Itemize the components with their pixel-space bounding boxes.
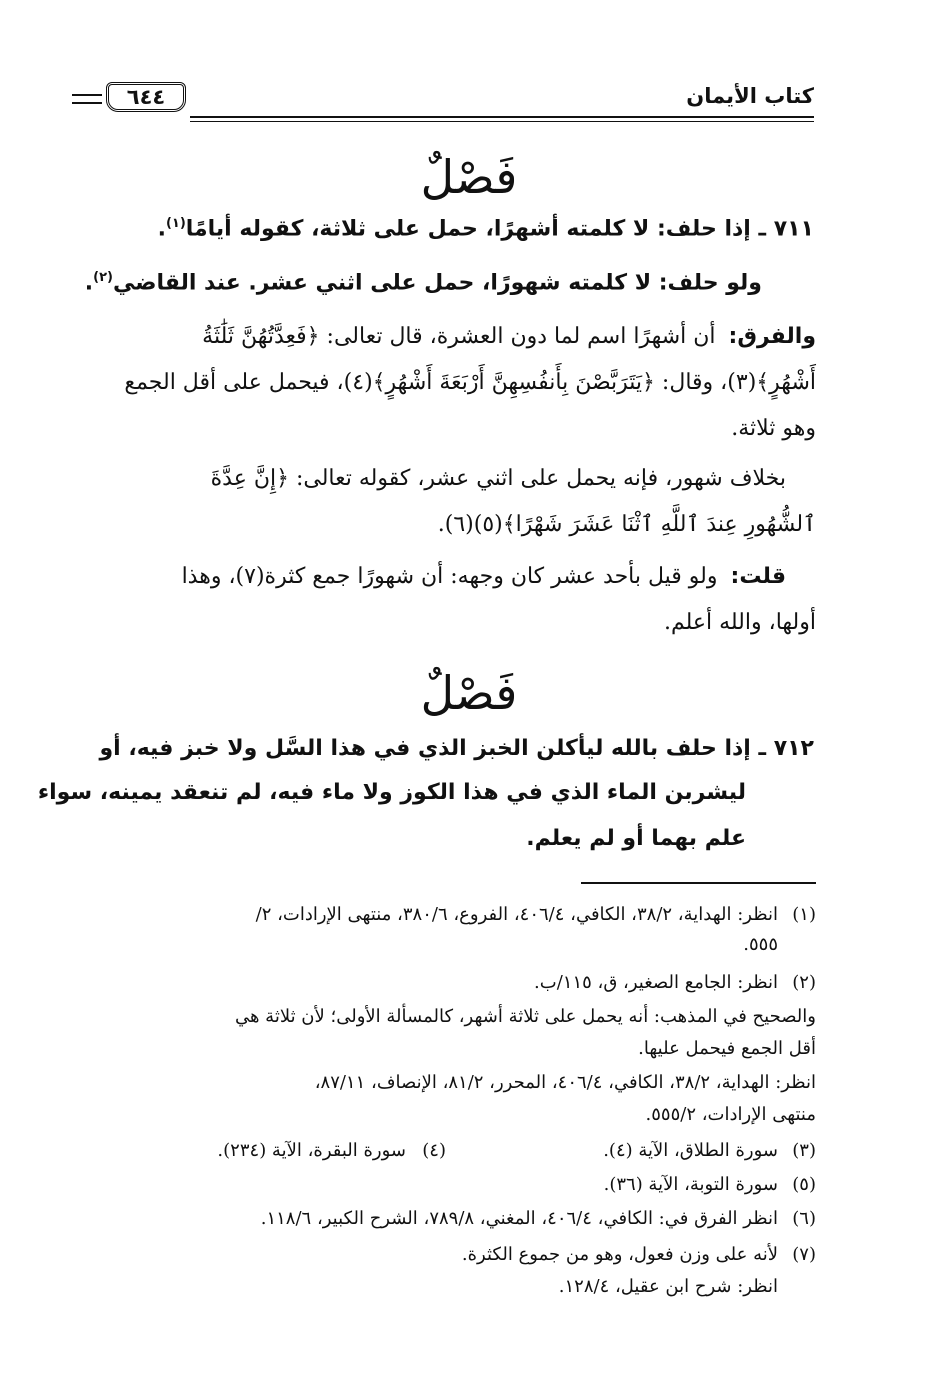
entry-712-line3: علم بهما أو لم يعلم. <box>526 826 746 851</box>
section-heading: فَصْلٌ <box>420 150 518 204</box>
footnote-line: سورة الطلاق، الآية (٤). <box>603 1140 778 1161</box>
footnote-line: انظر: الجامع الصغير، ق، ١١٥/ب. <box>534 972 778 993</box>
footnote-line: انظر الفرق في: الكافي، ٤٠٦/٤، المغني، ٧٨٩/٨، الشرح الكبير، ١١٨/٦. <box>260 1208 778 1229</box>
footnote-number: (٢) <box>792 972 816 993</box>
book-title: كتاب الأيمان <box>686 84 814 108</box>
running-header <box>72 82 814 126</box>
paragraph-line: بخلاف شهور، فإنه يحمل على اثني عشر، كقوله تعالى: ﴿إِنَّ عِدَّةَ <box>210 466 786 491</box>
paragraph-text: أن أشهرًا اسم لما دون العشرة، قال تعالى: ﴿فَعِدَّتُهُنَّ ثَلَٰثَةُ <box>202 324 716 349</box>
paragraph-line: ٱلشُّهُورِ عِندَ ٱللَّهِ ٱثْنَا عَشَرَ شَهْرًا﴾(٥)(٦). <box>437 512 816 537</box>
footnote-number: (٦) <box>792 1208 816 1229</box>
entry-712-line1 <box>99 736 814 761</box>
entry-text: إذا حلف بالله ليأكلن الخبز الذي في هذا السَّل ولا خبز فيه، أو <box>99 736 751 761</box>
footnote-number: (٧) <box>792 1244 816 1265</box>
page-number: ٦٤٤ <box>106 82 186 112</box>
paragraph-line <box>71 324 816 349</box>
page-number-frame <box>72 82 190 116</box>
entry-711-line2: ولو حلف: لا كلمته شهورًا، حمل على اثني عشر. عند القاضي$^{(٢)}$. <box>84 270 762 296</box>
entry-711-line1: ٧١١ ـ إذا حلف: لا كلمته أشهرًا، حمل على ثلاثة، كقوله أيامًا$^{(١)}$. <box>157 216 814 242</box>
paragraph-line: أولها، والله أعلم. <box>663 610 816 635</box>
footnote-ref: (١) <box>165 216 186 231</box>
footnote-line: ٥٥٥. <box>743 934 778 955</box>
header-rule <box>190 116 814 122</box>
entry-text: ولو حلف: لا كلمته شهورًا، حمل على اثني عشر. عند القاضي <box>112 270 762 296</box>
paragraph-lead: والفرق: <box>728 324 816 349</box>
footnote-number: (٣) <box>792 1140 816 1161</box>
footnote-line: لأنه على وزن فعول، وهو من جموع الكثرة. <box>461 1244 778 1265</box>
footnote-number: (١) <box>792 904 816 925</box>
footnote-separator <box>581 882 816 884</box>
footnote-line: انظر: شرح ابن عقيل، ١٢٨/٤. <box>558 1276 778 1297</box>
section-heading: فَصْلٌ <box>420 666 518 720</box>
paragraph-line <box>71 564 786 589</box>
paragraph-text: ولو قيل بأحد عشر كان وجهه: أن شهورًا جمع كثرة(٧)، وهذا <box>181 564 718 589</box>
footnote-number: (٥) <box>792 1174 816 1195</box>
entry-number: ٧١١ ـ <box>758 216 814 242</box>
footnote-line: والصحيح في المذهب: أنه يحمل على ثلاثة أشهر، كالمسألة الأولى؛ لأن ثلاثة هي <box>234 1006 816 1027</box>
footnote-number: (٤) <box>422 1140 446 1161</box>
paragraph-line: أَشْهُرٍ﴾(٣)، وقال: ﴿يَتَرَبَّصْنَ بِأَنفُسِهِنَّ أَرْبَعَةَ أَشْهُرٍ﴾(٤)، فيحمل على أقل الجمع <box>124 370 816 395</box>
footnote-line: سورة البقرة، الآية (٢٣٤). <box>217 1140 406 1161</box>
entry-712-line2: ليشربن الماء الذي في هذا الكوز ولا ماء فيه، لم تنعقد يمينه، سواء <box>37 780 746 805</box>
paragraph-lead: قلت: <box>730 564 786 589</box>
footnote-line: أقل الجمع فيحمل عليها. <box>638 1038 816 1059</box>
footnote-line: انظر: الهداية، ٣٨/٢، الكافي، ٤٠٦/٤، المحرر، ٨١/٢، الإنصاف، ٨٧/١١، <box>314 1072 816 1093</box>
ornament-bars <box>72 94 102 104</box>
entry-text: إذا حلف: لا كلمته أشهرًا، حمل على ثلاثة، كقوله أيامًا <box>185 216 751 242</box>
footnote-line: انظر: الهداية، ٣٨/٢، الكافي، ٤٠٦/٤، الفروع، ٣٨٠/٦، منتهى الإرادات، ٢/ <box>255 904 778 925</box>
footnote-line: منتهى الإرادات، ٥٥٥/٢. <box>645 1104 816 1125</box>
footnote-line: سورة التوبة، الآية (٣٦). <box>603 1174 778 1195</box>
entry-number: ٧١٢ ـ <box>758 736 814 761</box>
paragraph-line: وهو ثلاثة. <box>731 416 816 441</box>
footnote-ref: (٢) <box>93 270 113 285</box>
